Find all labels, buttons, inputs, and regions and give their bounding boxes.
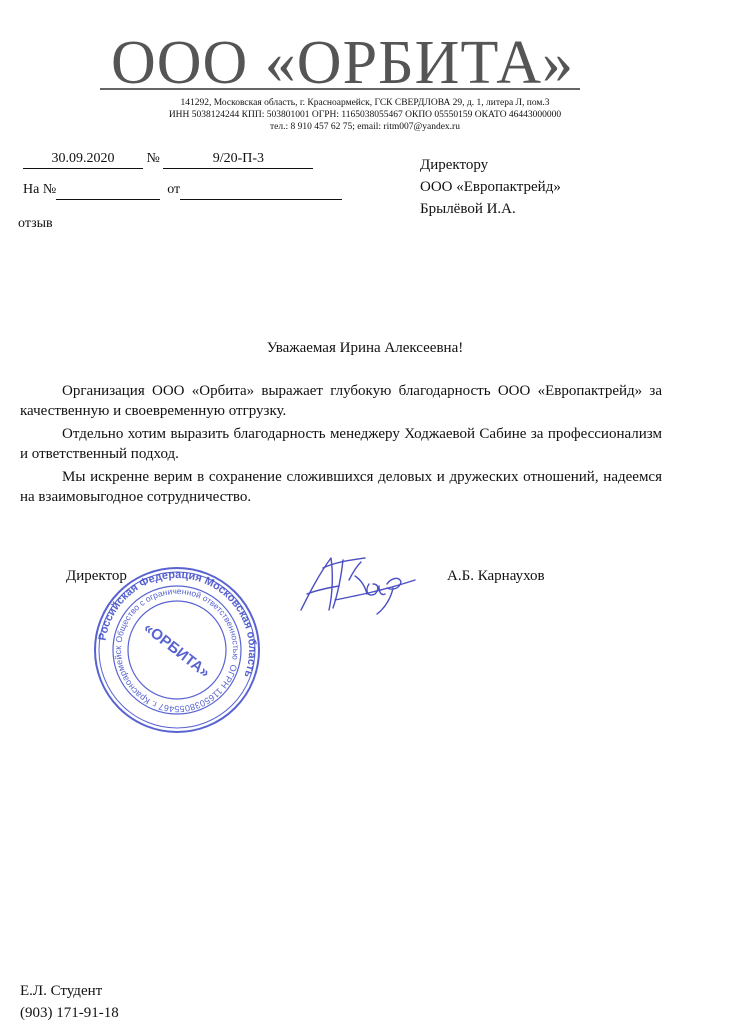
- organization-title: ООО «ОРБИТА»: [110, 29, 574, 97]
- addressee-position: Директору: [420, 157, 489, 173]
- letter-body: [20, 381, 662, 510]
- salutation: Уважаемая Ирина Алексеевна!: [266, 340, 464, 356]
- addressee-block: [420, 154, 561, 220]
- signatory-name: А.Б. Карнаухов: [447, 568, 545, 584]
- paragraph: Мы искренне верим в сохранение сложившихся деловых и дружеских отношений, надеемся на взаимовыгодное сотрудничество.: [20, 469, 662, 505]
- number-label: №: [146, 151, 160, 166]
- paragraph: Отдельно хотим выразить благодарность менеджеру Ходжаевой Сабине за профессионализм и ответственный подход.: [20, 426, 662, 462]
- stamp-center-text: «ОРБИТА»: [140, 619, 214, 682]
- letterhead-requisites: ИНН 5038124244 КПП: 503801001 ОГРН: 1165038055467 ОКПО 05550159 ОКАТО 46443000000: [168, 110, 562, 120]
- footer-phone: (903) 171-91-18: [20, 1005, 119, 1021]
- title-underline: [100, 88, 580, 90]
- addressee-company: ООО «Европактрейд»: [420, 179, 561, 195]
- reference-date-blank: [180, 181, 342, 200]
- footer-contact: [20, 980, 119, 1024]
- letterhead-address: 141292, Московская область, г. Красноармейск, ГСК СВЕРДЛОВА 29, д. 1, литера Л, пом.3: [180, 98, 550, 108]
- reference-number-blank: [56, 181, 160, 200]
- outgoing-number: 9/20-П-3: [163, 150, 313, 169]
- handwritten-signature: [295, 550, 425, 620]
- reference-label: На №: [23, 182, 57, 197]
- paragraph: Организация ООО «Орбита» выражает глубокую благодарность ООО «Европактрейд» за качественную и своевременную отгрузку.: [20, 383, 662, 419]
- document-type: отзыв: [18, 216, 53, 231]
- outgoing-registration: [23, 150, 313, 169]
- addressee-name: Брылёвой И.А.: [420, 201, 516, 217]
- stamp-bottom-text: ОГРН 1165038055467 г. Красноармейск: [112, 645, 239, 715]
- stamp-inner-text: Общество с ограниченной ответственностью: [113, 585, 242, 661]
- signatory-position: Директор: [66, 568, 127, 584]
- stamp-outer-text: Российская Федерация Московская область: [96, 568, 259, 680]
- outgoing-date: 30.09.2020: [23, 150, 143, 169]
- from-label: от: [167, 182, 181, 197]
- company-stamp: [92, 565, 262, 735]
- incoming-reference: [23, 181, 342, 200]
- letterhead-contacts: тел.: 8 910 457 62 75; email: ritm007@yandex.ru: [270, 122, 460, 132]
- footer-name: Е.Л. Студент: [20, 983, 103, 999]
